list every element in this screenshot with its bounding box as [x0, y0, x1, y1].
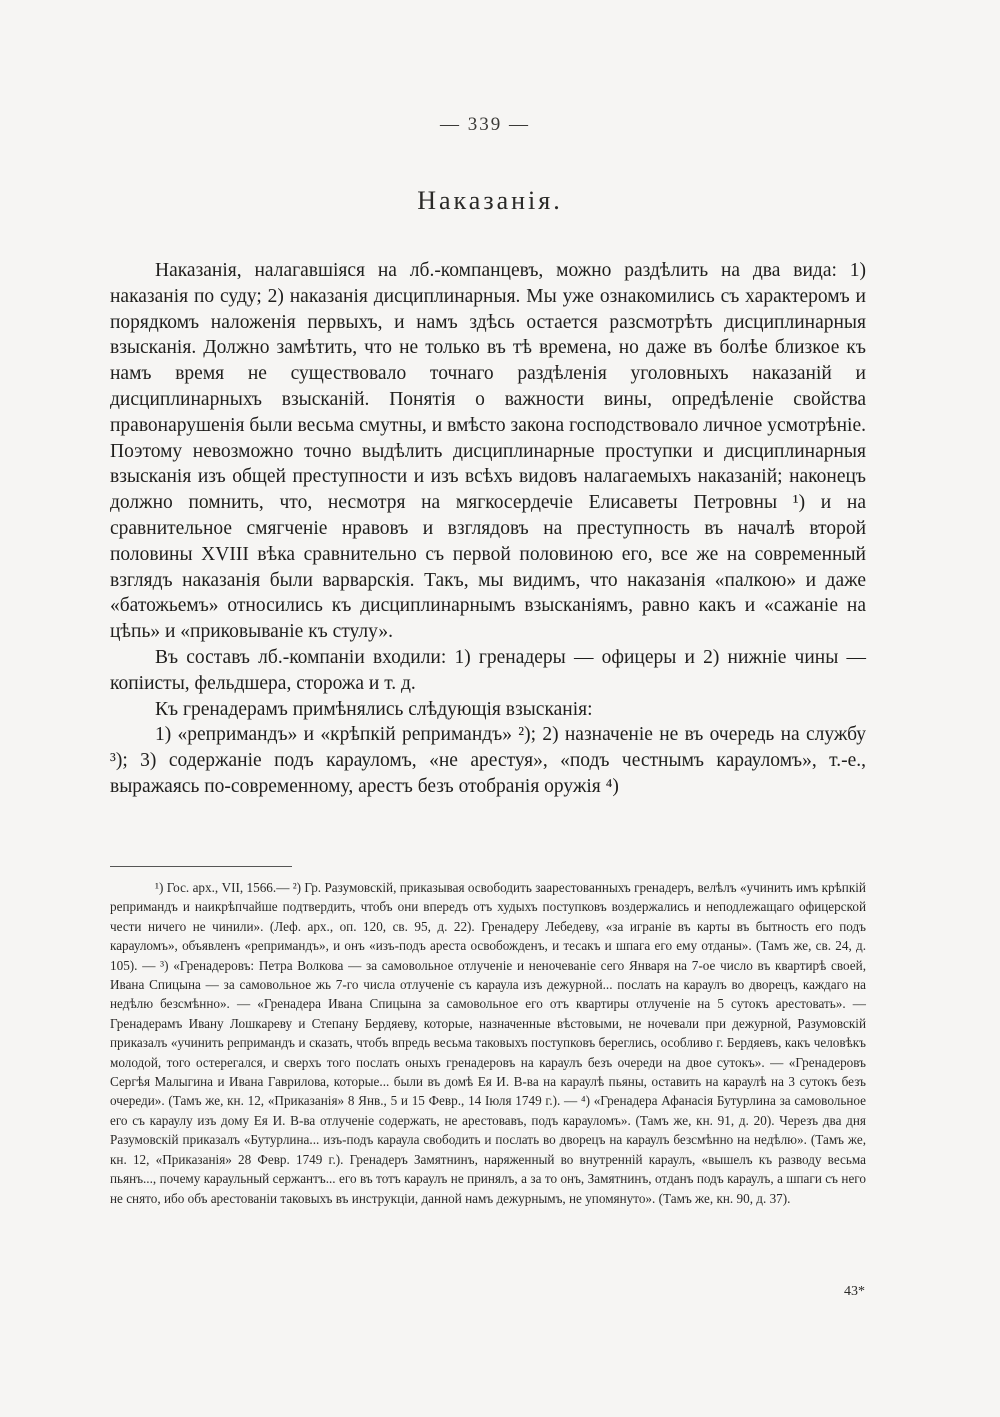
footnote-block: ¹) Гос. арх., VII, 1566.— ²) Гр. Разумовскій, приказывая освободить заарестованныхъ гренадеръ, велѣлъ «учинить имъ крѣпкій репримандъ и наикрѣпчайше подтвердить, чтобъ они впередъ отъ худыхъ поступковъ воздержались и неподлежащаго офицерской чести ничего не чинили». (Леф. арх., оп. 120, св. 95, д. 22). Гренадеру Лебедеву, «за играніе въ карты въ бытность его подъ карауломъ», объявленъ «репримандъ», и онъ «изъ-подъ ареста освобожденъ, и тесакъ и шпага его ему отданы». (Тамъ же, св. 24, д. 105). — ³) «Гренадеровъ: Петра Волкова — за самовольное отлученіе и неночеваніе сего Января на 7-ое число въ квартирѣ своей, Ивана Спицына — за самовольное жь 7-го числа отлученіе съ караула изъ дежурной... послать на караулъ во дворецъ, каждаго на недѣлю безсмѣнно». — «Гренадера Ивана Спицына за самовольное его отъ квартиры отлученіе на 5 сутокъ арестовать». — Гренадерамъ Ивану Лошкареву и Степану Бердяеву, которые, назначенные вѣстовыми, не ночевали при дежурной, Разумовскій приказалъ «учинить репримандъ и сказать, чтобъ впредь весьма таковыхъ поступковъ берeглись, особливо г. Бердяевъ, какъ человѣкъ молодой, того остерегался, и сверхъ того послать оныхъ гренадеровъ на караулъ безъ очереди на двое сутокъ». — «Гренадеровъ Сергѣя Малыгина и Ивана Гаврилова, которые... были въ домѣ Ея И. В-ва на караулѣ пьяны, оставить на караулѣ на 3 сутокъ безъ очереди». (Тамъ же, кн. 12, «Приказанія» 8 Янв., 5 и 15 Февр., 14 Іюля 1749 г.). — ⁴) «Гренадера Афанасія Бутурлина за самовольное его съ караулу изъ дому Ея И. В-ва отлученіе содержать, не арестовавъ, подъ карауломъ». (Тамъ же, кн. 91, д. 20). Черезъ два дня Разумовскій приказалъ «Бутурлина... изъ-подъ караула свободить и послать во дворецъ на караулъ безсмѣнно на недѣлю». (Тамъ же, кн. 12, «Приказанія» 28 Февр. 1749 г.). Гренадеръ Замятнинъ, наряженный во внутренній караулъ, «вышелъ къ разводу весьма пьянъ..., почему караульный сержантъ... его въ тотъ караулъ не принялъ, а за то онъ, Замятнинъ, отданъ подъ караулъ, а шпаги съ него не снято, ибо объ арестованіи таковыхъ въ инструкціи, данной намъ дежурнымъ, не упомянуто». (Тамъ же, кн. 90, д. 37). — [110, 880, 866, 1206]
paragraph-2: Въ составъ лб.-компаніи входили: 1) гренадеры — офицеры и 2) нижніе чины — копіисты, фельдшера, сторожа и т. д. — [110, 646, 866, 694]
signature-mark: 43* — [844, 1284, 865, 1299]
footnotes — [110, 878, 866, 1208]
paragraph-4: 1) «репримандъ» и «крѣпкій репримандъ» ²); 2) назначеніе не въ очередь на службу ³); 3) содержаніе подъ карауломъ, «не арестуя», «подъ честнымъ карауломъ», т.-е., выражаясь по-современному, арестъ безъ отобранія оружія ⁴) — [110, 724, 866, 797]
page-number: — 339 — — [440, 114, 530, 135]
chapter-title: Наказанія. — [417, 186, 563, 215]
paragraph-3: Къ гренадерамъ примѣнялись слѣдующія взысканія: — [155, 698, 593, 720]
footnote-separator — [110, 866, 292, 867]
paragraph-1: Наказанія, налагавшіяся на лб.-компанцевъ, можно раздѣлить на два вида: 1) наказанія по суду; 2) наказанія дисциплинарныя. Мы уже ознакомились съ характеромъ и порядкомъ наложенія первыхъ, и намъ здѣсь остается разсмотрѣть дисциплинарныя взысканія. Должно замѣтить, что не только въ тѣ времена, но даже въ болѣе близкое къ намъ время не существовало точнаго раздѣленія уголовныхъ наказаній и дисциплинарныхъ взысканій. Понятія о важности вины, опредѣленіе свойства правонарушенія были весьма смутны, и вмѣсто закона господствовало личное усмотрѣніе. Поэтому невозможно точно выдѣлить дисциплинарные проступки и дисциплинарныя взысканія изъ общей преступности и изъ всѣхъ видовъ налагаемыхъ наказаній; наконецъ должно помнить, что, несмотря на мягкосердечіе Елисаветы Петровны ¹) и на сравнительное смягченіе нравовъ и взглядовъ на преступность въ началѣ второй половины XVIII вѣка сравнительно съ первой половиною его, все же на современный взглядъ наказанія были варварскія. Такъ, мы видимъ, что наказанія «палкою» и даже «батожьемъ» относились къ дисциплинарнымъ взысканіямъ, равно какъ и «сажаніе на цѣпь» и «приковываніе къ стулу». — [110, 260, 866, 643]
main-text — [110, 258, 866, 800]
